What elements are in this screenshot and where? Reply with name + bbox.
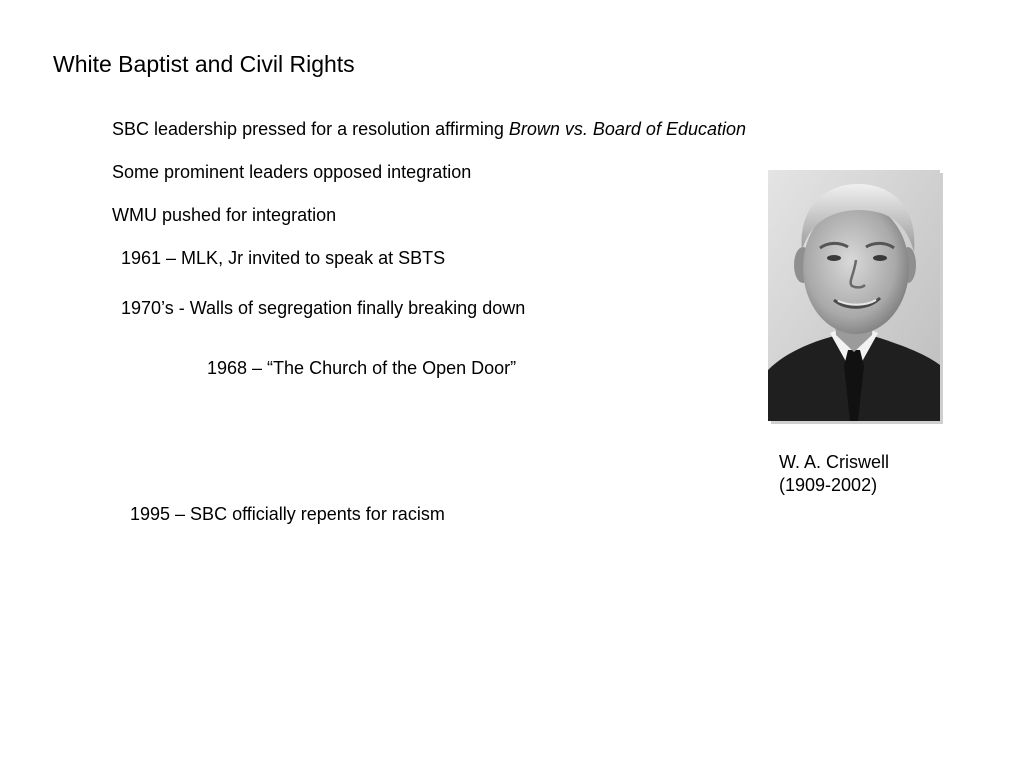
point-brown-resolution	[112, 118, 746, 140]
portrait-photo-icon	[768, 170, 940, 421]
slide-title: White Baptist and Civil Rights	[53, 51, 355, 77]
case-name-brown: Brown vs. Board of Education	[508, 119, 747, 139]
point-1968-open-door: 1968 – “The Church of the Open Door”	[207, 358, 517, 378]
point-leaders-opposed: Some prominent leaders opposed integration	[112, 162, 472, 182]
caption-name: W. A. Criswell	[779, 452, 890, 472]
point-1961-mlk: 1961 – MLK, Jr invited to speak at SBTS	[121, 248, 446, 268]
portrait-photo	[768, 170, 940, 421]
point-1995-repents: 1995 – SBC officially repents for racism	[130, 504, 445, 524]
point-brown-text: SBC leadership pressed for a resolution affirming	[112, 119, 509, 139]
point-wmu-integration: WMU pushed for integration	[112, 205, 337, 225]
portrait-caption	[779, 451, 889, 497]
point-1970s-segregation: 1970’s - Walls of segregation finally breaking down	[121, 298, 526, 318]
caption-years: (1909-2002)	[779, 475, 878, 495]
